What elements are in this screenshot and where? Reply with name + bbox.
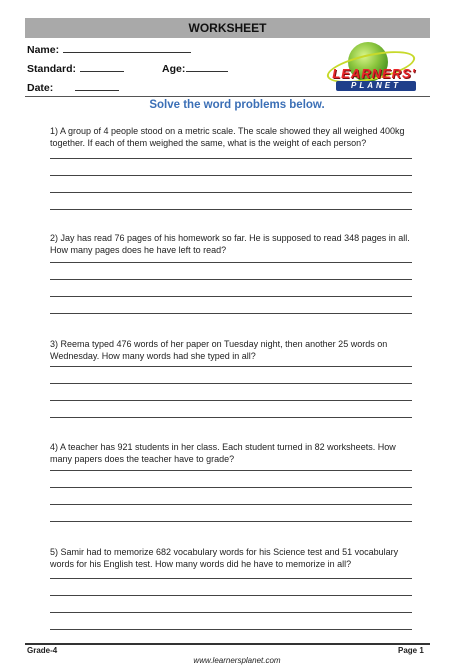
date-label: Date: [27, 82, 54, 94]
answer-line[interactable] [50, 296, 412, 297]
footer-page-number: Page 1 [398, 646, 424, 655]
question-2: 2) Jay has read 76 pages of his homework so far. He is supposed to read 348 pages in all. How many pages does he have left to read? [50, 233, 410, 255]
name-field [27, 42, 191, 56]
answer-line[interactable] [50, 158, 412, 159]
answer-line[interactable] [50, 629, 412, 630]
footer-grade: Grade-4 [27, 646, 58, 655]
logo-text-planet: PLANET [336, 81, 416, 91]
question-5: 5) Samir had to memorize 682 vocabulary words for his Science test and 51 vocabulary words for his English test. How many words did he have to memorize in all? [50, 547, 399, 569]
question-3: 3) Reema typed 476 words of her paper on Tuesday night, then another 25 words on Wednesday. How many words had she typed in all? [50, 339, 388, 361]
question-1: 1) A group of 4 people stood on a metric scale. The scale showed they all weighed 400kg together. If each of them weighed the same, what is the weight of each person? [50, 126, 405, 148]
answer-line[interactable] [50, 366, 412, 367]
footer-website-url[interactable]: www.learnersplanet.com [193, 656, 281, 665]
worksheet-title-bar [25, 18, 430, 38]
header-divider [25, 96, 430, 97]
age-label: Age: [162, 63, 186, 75]
standard-field [27, 61, 124, 75]
standard-blank[interactable] [80, 61, 124, 72]
answer-line[interactable] [50, 175, 412, 176]
answer-line[interactable] [50, 192, 412, 193]
logo-text-learners: LEARNERS' [332, 66, 416, 81]
answer-line[interactable] [50, 417, 412, 418]
standard-label: Standard: [27, 63, 77, 75]
answer-line[interactable] [50, 521, 412, 522]
answer-line[interactable] [50, 595, 412, 596]
answer-line[interactable] [50, 262, 412, 263]
answer-line[interactable] [50, 383, 412, 384]
worksheet-title: WORKSHEET [188, 21, 267, 35]
learners-planet-logo [318, 40, 430, 96]
age-field [162, 61, 228, 75]
answer-line[interactable] [50, 578, 412, 579]
instruction-text: Solve the word problems below. [149, 99, 325, 111]
name-label: Name: [27, 44, 60, 56]
question-4: 4) A teacher has 921 students in her class. Each student turned in 82 worksheets. How many papers does the teacher have to grade? [50, 442, 396, 464]
answer-line[interactable] [50, 470, 412, 471]
footer-divider [25, 643, 430, 645]
name-blank[interactable] [63, 42, 191, 53]
answer-line[interactable] [50, 313, 412, 314]
answer-line[interactable] [50, 487, 412, 488]
answer-line[interactable] [50, 209, 412, 210]
answer-line[interactable] [50, 279, 412, 280]
age-blank[interactable] [186, 61, 228, 72]
answer-line[interactable] [50, 504, 412, 505]
answer-line[interactable] [50, 400, 412, 401]
date-field [27, 80, 119, 94]
answer-line[interactable] [50, 612, 412, 613]
date-blank[interactable] [75, 80, 119, 91]
